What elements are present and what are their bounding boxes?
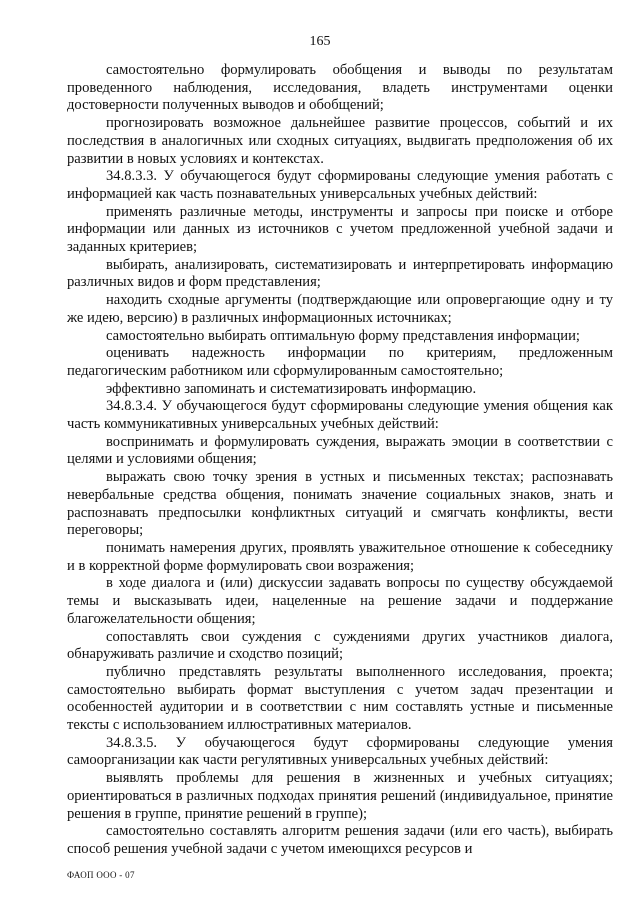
paragraph: применять различные методы, инструменты и запросы при поиске и отборе информации или данных из источников с учетом предложенной учебной задачи и заданных критериев;	[67, 203, 613, 256]
paragraph: самостоятельно формулировать обобщения и выводы по результатам проведенного наблюдения, исследования, владеть инструментами оценки достоверности полученных выводов и обобщений;	[67, 62, 613, 114]
paragraph: самостоятельно составлять алгоритм решения задачи (или его часть), выбирать способ решения учебной задачи с учетом имеющихся ресурсов и	[67, 823, 613, 857]
paragraph: прогнозировать возможное дальнейшее развитие процессов, событий и их последствия в аналогичных или сходных ситуациях, выдвигать предположения об их развитии в новых условиях и контекстах.	[67, 115, 613, 167]
paragraph: сопоставлять свои суждения с суждениями других участников диалога, обнаруживать различие и сходство позиций;	[67, 628, 613, 663]
page-body	[67, 62, 613, 859]
paragraph: 34.8.3.3. У обучающегося будут сформированы следующие умения работать с информацией как часть познавательных универсальных учебных действий:	[67, 168, 613, 202]
paragraph: воспринимать и формулировать суждения, выражать эмоции в соответствии с целями и условиями общения;	[67, 433, 613, 468]
paragraph: выявлять проблемы для решения в жизненных и учебных ситуациях; ориентироваться в различных подходах принятия решений (индивидуальное, принятие решения в группе, принятие решений в группе);	[67, 770, 613, 822]
footer-code: ФАОП ООО - 07	[67, 870, 135, 880]
paragraph: эффективно запоминать и систематизировать информацию.	[106, 380, 477, 397]
paragraph: 34.8.3.5. У обучающегося будут сформированы следующие умения самоорганизации как части регулятивных универсальных учебных действий:	[67, 734, 613, 769]
paragraph: оценивать надежность информации по критериям, предложенным педагогическим работником или сформулированным самостоятельно;	[67, 345, 613, 379]
paragraph: 34.8.3.4. У обучающегося будут сформированы следующие умения общения как часть коммуникативных универсальных учебных действий:	[67, 398, 613, 433]
paragraph: выражать свою точку зрения в устных и письменных текстах; распознавать невербальные средства общения, понимать значение социальных знаков, знать и распознавать предпосылки конфликтных ситуаций и смягчать конфликты, вести переговоры;	[67, 469, 613, 539]
paragraph: в ходе диалога и (или) дискуссии задавать вопросы по существу обсуждаемой темы и высказывать идеи, нацеленные на решение задачи и поддержание благожелательности общения;	[67, 575, 613, 627]
paragraph: выбирать, анализировать, систематизировать и интерпретировать информацию различных видов и форм представления;	[67, 256, 613, 291]
paragraph: находить сходные аргументы (подтверждающие или опровергающие одну и ту же идею, версию) в различных информационных источниках;	[67, 292, 613, 326]
paragraph: публично представлять результаты выполненного исследования, проекта; самостоятельно выбирать формат выступления с учетом задач презентации и особенностей аудитории и в соответствии с ним составлять устные и письменные тексты с использованием иллюстративных материалов.	[67, 663, 613, 734]
paragraph: понимать намерения других, проявлять уважительное отношение к собеседнику и в корректной форме формулировать свои возражения;	[67, 539, 613, 574]
paragraph: самостоятельно выбирать оптимальную форму представления информации;	[106, 327, 580, 344]
page-number: 165	[309, 34, 331, 49]
